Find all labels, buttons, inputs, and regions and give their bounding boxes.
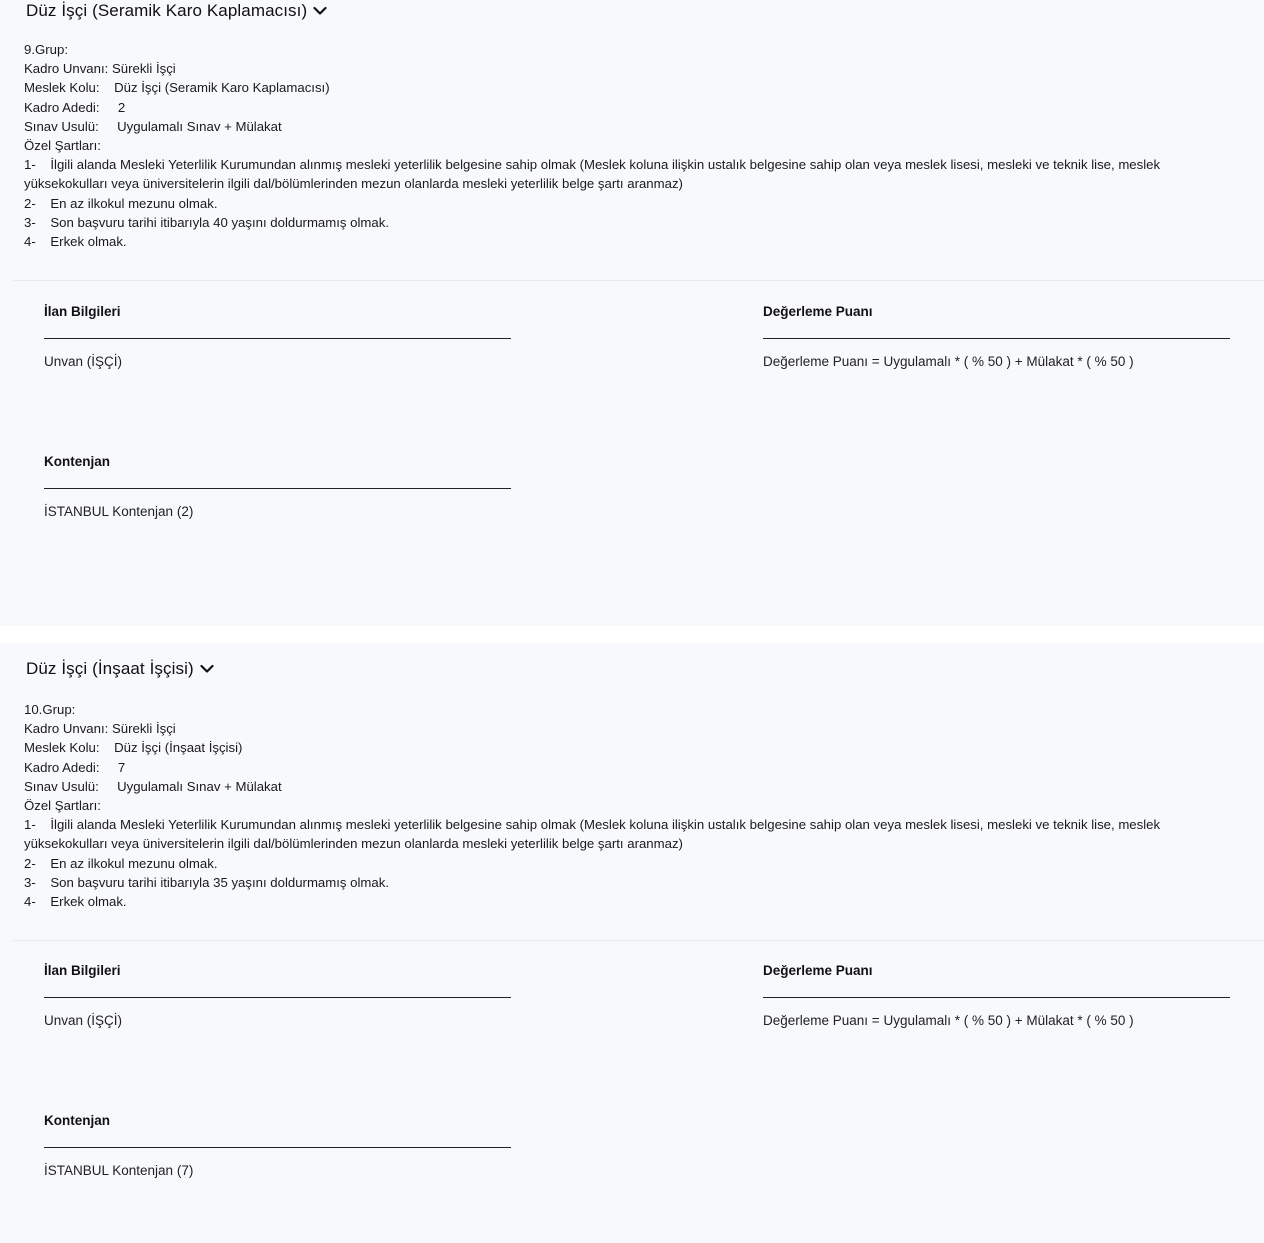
section-rule: [44, 997, 511, 998]
section-title: Değerleme Puanı: [763, 304, 873, 319]
kadro-unvani: Kadro Unvanı: Sürekli İşçi: [24, 721, 176, 737]
requirement-item: 2- En az ilkokul mezunu olmak.: [24, 855, 218, 871]
ilan-bilgileri-section: [44, 303, 511, 371]
section-title: Kontenjan: [44, 454, 110, 469]
divider: [13, 940, 1264, 941]
section-rule: [44, 1147, 511, 1148]
listing-description: [24, 40, 1234, 251]
requirement-item: 4- Erkek olmak.: [24, 894, 127, 910]
kontenjan-section: [44, 1112, 511, 1180]
kadro-unvani: Kadro Unvanı: Sürekli İşçi: [24, 61, 176, 77]
divider: [13, 280, 1264, 281]
listing-description: [24, 700, 1234, 911]
group-label: 9.Grup:: [24, 42, 68, 57]
section-rule: [763, 997, 1230, 998]
section-title: İlan Bilgileri: [44, 304, 121, 319]
sinav-usulu: Sınav Usulü: Uygulamalı Sınav + Mülakat: [24, 778, 282, 794]
sinav-usulu: Sınav Usulü: Uygulamalı Sınav + Mülakat: [24, 118, 282, 134]
listing-title: Düz İşçi (Seramik Karo Kaplamacısı): [26, 1, 308, 20]
requirement-item: 1- İlgili alanda Mesleki Yeterlilik Kurumundan alınmış mesleki yeterlilik belgesine sahip olmak (Meslek koluna ilişkin ustalık belgesine sahip olan veya meslek lisesi, mesleki ve teknik lise, meslek yüksekokulları veya üniversitelerin ilgili dal/bölümlerinden mezun olanlarda mesleki yeterlilik belge şartı aranmaz): [24, 817, 1164, 852]
listing-title: Düz İşçi (İnşaat İşçisi): [26, 659, 194, 678]
ilan-bilgileri-section: [44, 962, 511, 1030]
ozel-sartlar-label: Özel Şartları:: [24, 138, 101, 154]
section-rule: [44, 488, 511, 489]
degerleme-puani-section: [763, 962, 1230, 1030]
requirement-item: 1- İlgili alanda Mesleki Yeterlilik Kurumundan alınmış mesleki yeterlilik belgesine sahip olmak (Meslek koluna ilişkin ustalık belgesine sahip olan veya meslek lisesi, mesleki ve teknik lise, meslek yüksekokulları veya üniversitelerin ilgili dal/bölümlerinden mezun olanlarda mesleki yeterlilik belge şartı aranmaz): [24, 157, 1164, 192]
listing-card: [0, 643, 1264, 1243]
requirement-item: 4- Erkek olmak.: [24, 234, 127, 250]
group-label: 10.Grup:: [24, 702, 76, 717]
meslek-kolu: Meslek Kolu: Düz İşçi (Seramik Karo Kaplamacısı): [24, 80, 330, 96]
kontenjan-section: [44, 453, 511, 521]
section-title: İlan Bilgileri: [44, 963, 121, 978]
section-value: Unvan (İŞÇİ): [44, 1013, 123, 1028]
section-title: Kontenjan: [44, 1113, 110, 1128]
meslek-kolu: Meslek Kolu: Düz İşçi (İnşaat İşçisi): [24, 740, 243, 756]
section-value: İSTANBUL Kontenjan (7): [44, 1163, 194, 1178]
ozel-sartlar-label: Özel Şartları:: [24, 798, 101, 814]
section-rule: [763, 338, 1230, 339]
section-value: Unvan (İŞÇİ): [44, 354, 123, 369]
chevron-down-icon[interactable]: [313, 6, 327, 16]
section-value: Değerleme Puanı = Uygulamalı * ( % 50 ) + Mülakat * ( % 50 ): [763, 354, 1134, 369]
kadro-adedi: Kadro Adedi: 7: [24, 759, 126, 775]
section-title: Değerleme Puanı: [763, 963, 873, 978]
section-value: İSTANBUL Kontenjan (2): [44, 504, 194, 519]
listing-toggle[interactable]: [26, 1, 327, 21]
listing-toggle[interactable]: [26, 659, 214, 679]
section-value: Değerleme Puanı = Uygulamalı * ( % 50 ) + Mülakat * ( % 50 ): [763, 1013, 1134, 1028]
degerleme-puani-section: [763, 303, 1230, 371]
section-rule: [44, 338, 511, 339]
kadro-adedi: Kadro Adedi: 2: [24, 99, 126, 115]
requirement-item: 3- Son başvuru tarihi itibarıyla 40 yaşını doldurmamış olmak.: [24, 214, 390, 230]
requirement-item: 2- En az ilkokul mezunu olmak.: [24, 195, 218, 211]
chevron-down-icon[interactable]: [200, 664, 214, 674]
requirement-item: 3- Son başvuru tarihi itibarıyla 35 yaşını doldurmamış olmak.: [24, 874, 390, 890]
